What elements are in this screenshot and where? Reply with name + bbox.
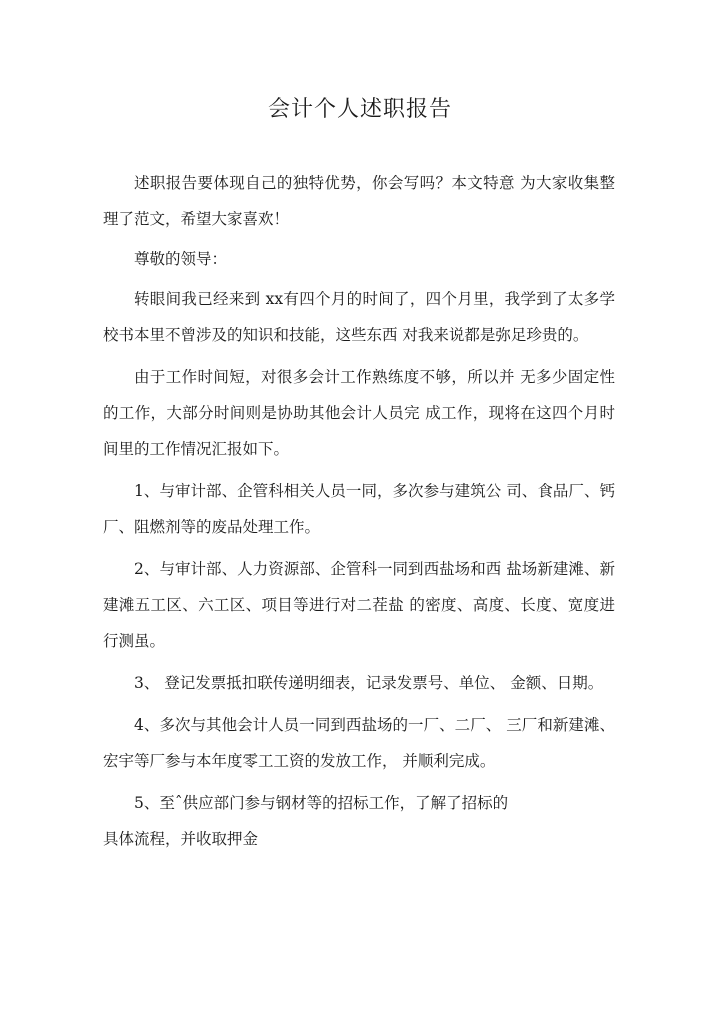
item-3-paragraph: 3、 登记发票抵扣联传递明细表，记录发票号、单位、 金额、日期。 [134, 674, 604, 692]
item-4-paragraph: 4、多次与其他会计人员一同到西盐场的一厂、二厂、 三厂和新建滩、宏宇等厂参与本年度零工工资的发放工作， 并顺利完成。 [103, 716, 615, 770]
opening-paragraph: 转眼间我已经来到 xx有四个月的时间了，四个月里，我学到了太多学校书本里不曾涉及的知识和技能，这些东西 对我来说都是弥足珍贵的。 [103, 290, 615, 344]
summary-paragraph: 由于工作时间短，对很多会计工作熟练度不够，所以并 无多少固定性的工作，大部分时间则是协助其他会计人员完 成工作，现将在这四个月时间里的工作情况汇报如下。 [103, 368, 615, 458]
item-2-paragraph: 2、与审计部、人力资源部、企管科一同到西盐场和西 盐场新建滩、新建滩五工区、六工区、项目等进行对二茬盐 的密度、高度、长度、宽度进行测虽。 [103, 560, 615, 650]
document-body [103, 165, 615, 857]
document-title: 会计个人述职报告 [267, 97, 452, 122]
item-1-paragraph: 1、与审计部、企管科相关人员一同，多次参与建筑公 司、食品厂、钙厂、阻燃剂等的废品处理工作。 [103, 482, 615, 536]
item-5-continuation: 具体流程，并收取押金 [103, 830, 259, 848]
item-5-paragraph: 5、至ˆ供应部门参与钢材等的招标工作，了解了招标的 [134, 794, 509, 812]
salutation: 尊敬的领导： [134, 250, 228, 268]
intro-paragraph: 述职报告要体现自己的独特优势，你会写吗？本文特意 为大家收集整理了范文，希望大家喜欢！ [103, 174, 615, 228]
